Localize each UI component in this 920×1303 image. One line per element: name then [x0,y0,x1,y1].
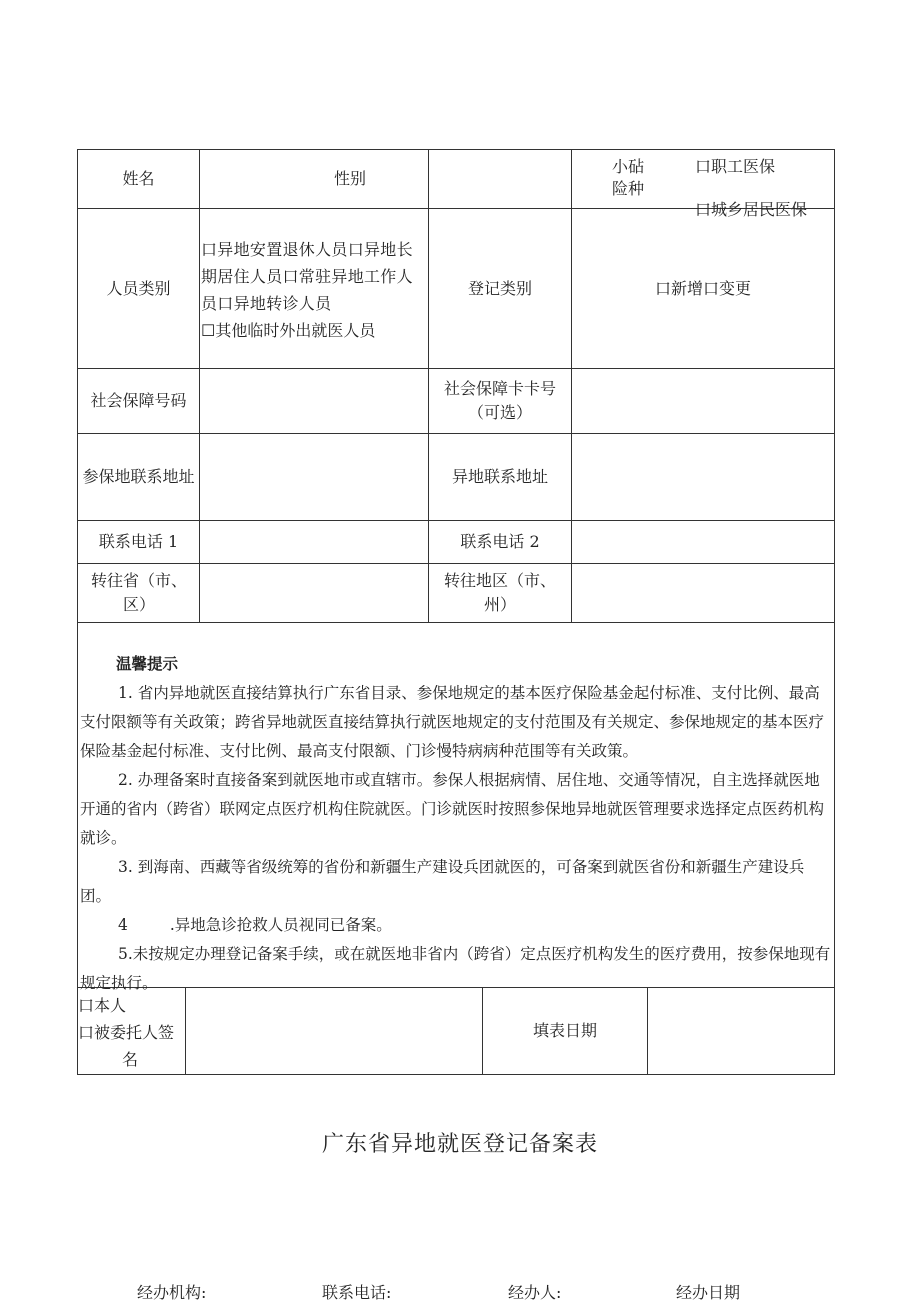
insured-address-value-cell[interactable] [200,434,428,520]
remote-address-value-cell[interactable] [572,434,834,520]
tips-item-4-number: 4 [118,916,128,934]
signer-name-suffix: 名 [122,1050,139,1069]
person-type-options [201,236,425,344]
insurance-option-resident[interactable]: 口城乡居民医保 [695,200,808,219]
fill-date-label: 填表日期 [532,1021,597,1040]
tips-item-5: 5.未按规定办理登记备案手续，或在就医地非省内（跨省）定点医疗机构发生的医疗费用，按参保地现有规定执行。 [80,945,831,992]
tips-heading: 温馨提示 [116,655,179,673]
insured-address-label: 参保地联系地址 [82,467,195,486]
gender-value-cell[interactable] [429,150,571,208]
tips-item-4 [80,911,834,940]
signer-cell [78,992,185,1073]
insurance-type-cell [572,150,834,219]
person-type-option-other[interactable]: ☐其他临时外出就医人员 [201,321,376,340]
province-value-cell[interactable] [200,564,428,622]
name-label: 姓名 [122,169,155,188]
insurance-option-employee[interactable]: 口职工医保 [695,157,776,176]
ss-number-label: 社会保障号码 [90,391,187,410]
tips-item-2: 2. 办理备案时直接备案到就医地市或直辖市。参保人根据病情、居住地、交通等情况，自主选择就医地开通的省内（跨省）联网定点医疗机构住院就医。门诊就医时按照参保地异地就医管理要求选择定点医药机构就诊。 [80,771,825,847]
tips-item-1: 1. 省内异地就医直接结算执行广东省目录、参保地规定的基本医疗保险基金起付标准、支付比例、最高支付限额等有关政策；跨省异地就医直接结算执行就医地规定的支付范围及有关规定、参保地规定的基本医疗保险基金起付标准、支付比例、最高支付限额、门诊慢特病病种范围等有关政策。 [80,684,825,760]
signer-option-proxy[interactable]: 口被委托人签 [78,1023,175,1042]
gender-label: 性别 [333,169,366,188]
region-value-cell[interactable] [572,564,834,622]
tips-item-3: 3. 到海南、西藏等省级统筹的省份和新疆生产建设兵团就医的，可备案到就医省份和新疆生产建设兵团。 [80,858,805,905]
remote-address-label: 异地联系地址 [451,467,548,486]
table-border-bottom [77,1074,835,1075]
ss-number-value-cell[interactable] [200,369,428,433]
phone1-label: 联系电话 1 [98,532,179,551]
footer-date: 经办日期 [676,1283,741,1302]
register-type-label: 登记类别 [467,278,532,298]
tips-item-4-text: .异地急诊抢救人员视同已备案。 [169,916,392,934]
table-rule [77,622,835,623]
ss-card-value-cell[interactable] [572,369,834,433]
footer-handler: 经办人: [508,1283,562,1302]
tips-section [80,650,834,998]
footer-agency: 经办机构: [137,1283,207,1302]
insurance-type-label: 小砧险种 [612,157,645,198]
province-label: 转往省（市、区） [90,571,187,614]
phone2-label: 联系电话 2 [460,532,540,551]
register-type-options[interactable]: 口新增口变更 [654,278,751,298]
person-type-label: 人员类别 [106,278,171,298]
signature-value-cell[interactable] [186,988,482,1074]
footer-phone: 联系电话: [322,1283,392,1302]
name-value-cell[interactable] [200,150,300,208]
phone1-value-cell[interactable] [200,521,428,563]
page-title: 广东省异地就医登记备案表 [321,1132,598,1157]
person-type-option-list[interactable]: 口异地安置退休人员口异地长期居住人员口常驻异地工作人员口异地转诊人员 [201,240,413,313]
table-border-right [834,149,835,1075]
phone2-value-cell[interactable] [572,521,834,563]
fill-date-value-cell[interactable] [648,988,834,1074]
region-label: 转往地区（市、州） [443,571,556,614]
signer-option-self[interactable]: 口本人 [78,996,127,1015]
ss-card-label: 社会保障卡卡号（可选） [443,379,556,422]
